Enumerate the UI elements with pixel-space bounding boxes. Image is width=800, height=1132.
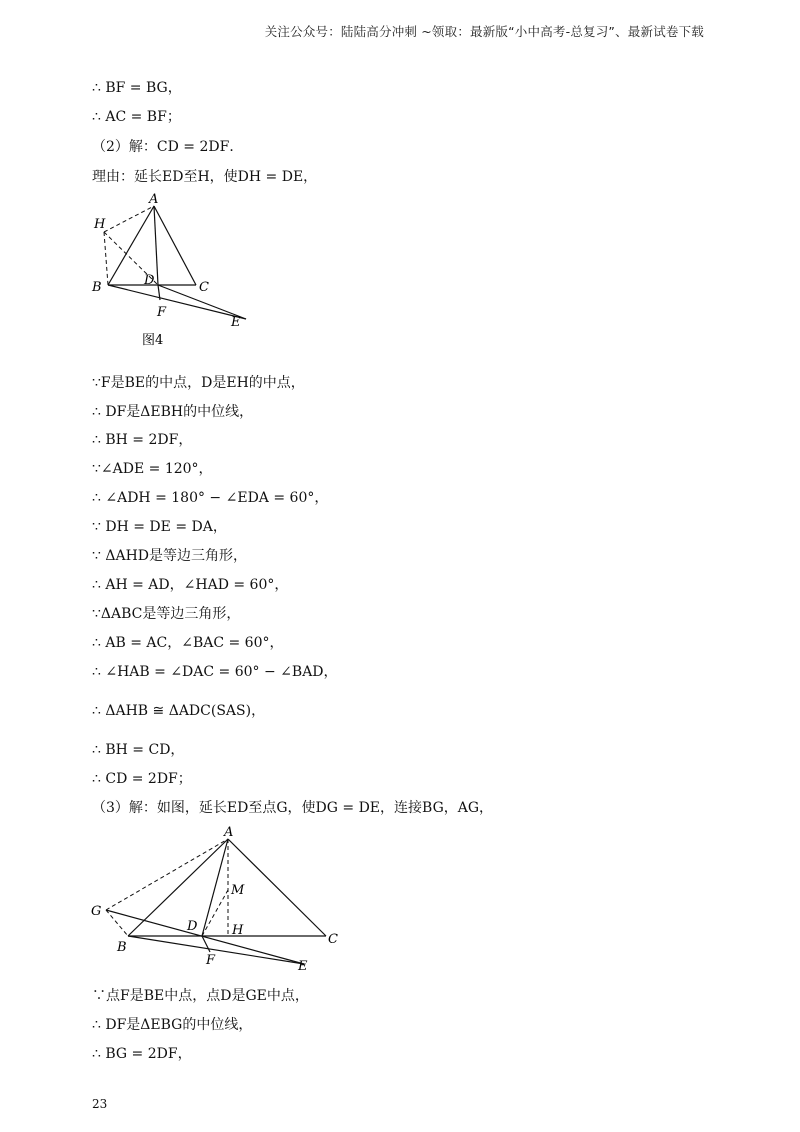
proof-line: ∴ CD = 2DF； bbox=[92, 771, 192, 787]
proof-line: 理由：延长ED至H，使DH = DE， bbox=[92, 169, 318, 185]
proof-line: ∴ BG = 2DF， bbox=[92, 1046, 192, 1062]
proof-line: ∴ BF = BG， bbox=[92, 80, 182, 96]
proof-line: ∴ ∠ADH = 180° − ∠EDA = 60°， bbox=[92, 490, 329, 506]
proof-line: （2）解：CD = 2DF． bbox=[92, 139, 244, 155]
label-D: D bbox=[144, 273, 155, 288]
proof-line: ∵∠ADE = 120°， bbox=[92, 461, 213, 477]
figure-3 bbox=[86, 822, 346, 977]
proof-line: ∵点F是BE中点，点D是GE中点， bbox=[92, 988, 309, 1004]
page-header: 关注公众号：陆陆高分冲刺 ~领取：最新版“小中高考-总复习”、最新试卷下载 bbox=[264, 24, 704, 39]
label-F: F bbox=[206, 953, 216, 968]
proof-line: ∵ ΔAHD是等边三角形， bbox=[92, 548, 248, 564]
label-M: M bbox=[231, 883, 245, 898]
proof-line: ∴ BH = 2DF， bbox=[92, 432, 193, 448]
proof-line: ∴ AH = AD，∠HAD = 60°， bbox=[92, 577, 289, 593]
proof-line: ∵F是BE的中点，D是EH的中点， bbox=[92, 375, 305, 391]
label-H: H bbox=[94, 217, 106, 232]
proof-line: ∴ DF是ΔEBH的中位线， bbox=[92, 404, 254, 420]
proof-line: ∴ AC = BF； bbox=[92, 109, 181, 125]
label-D: D bbox=[187, 919, 198, 934]
proof-line: ∴ BH = CD， bbox=[92, 742, 185, 758]
label-C: C bbox=[328, 932, 338, 947]
label-B: B bbox=[117, 940, 127, 955]
figure-4 bbox=[86, 192, 256, 352]
label-E: E bbox=[231, 315, 241, 330]
proof-line: ∵ΔABC是等边三角形， bbox=[92, 606, 241, 622]
proof-line: ∴ ∠HAB = ∠DAC = 60° − ∠BAD， bbox=[92, 664, 338, 680]
label-A: A bbox=[224, 825, 234, 840]
proof-line: ∴ DF是ΔEBG的中位线， bbox=[92, 1017, 253, 1033]
page-number: 23 bbox=[92, 1097, 108, 1111]
proof-line: ∴ AB = AC，∠BAC = 60°， bbox=[92, 635, 284, 651]
label-C: C bbox=[199, 280, 209, 295]
label-B: B bbox=[92, 280, 102, 295]
label-F: F bbox=[157, 305, 167, 320]
proof-line: ∴ ΔAHB ≅ ΔADC(SAS)， bbox=[92, 703, 266, 719]
label-H: H bbox=[232, 923, 244, 938]
label-E: E bbox=[298, 959, 308, 974]
proof-line: （3）解：如图，延长ED至点G，使DG = DE，连接BG，AG， bbox=[92, 800, 494, 816]
figure-caption: 图4 bbox=[142, 333, 164, 348]
label-G: G bbox=[91, 904, 102, 919]
label-A: A bbox=[149, 192, 159, 207]
proof-line: ∵ DH = DE = DA， bbox=[92, 519, 227, 535]
